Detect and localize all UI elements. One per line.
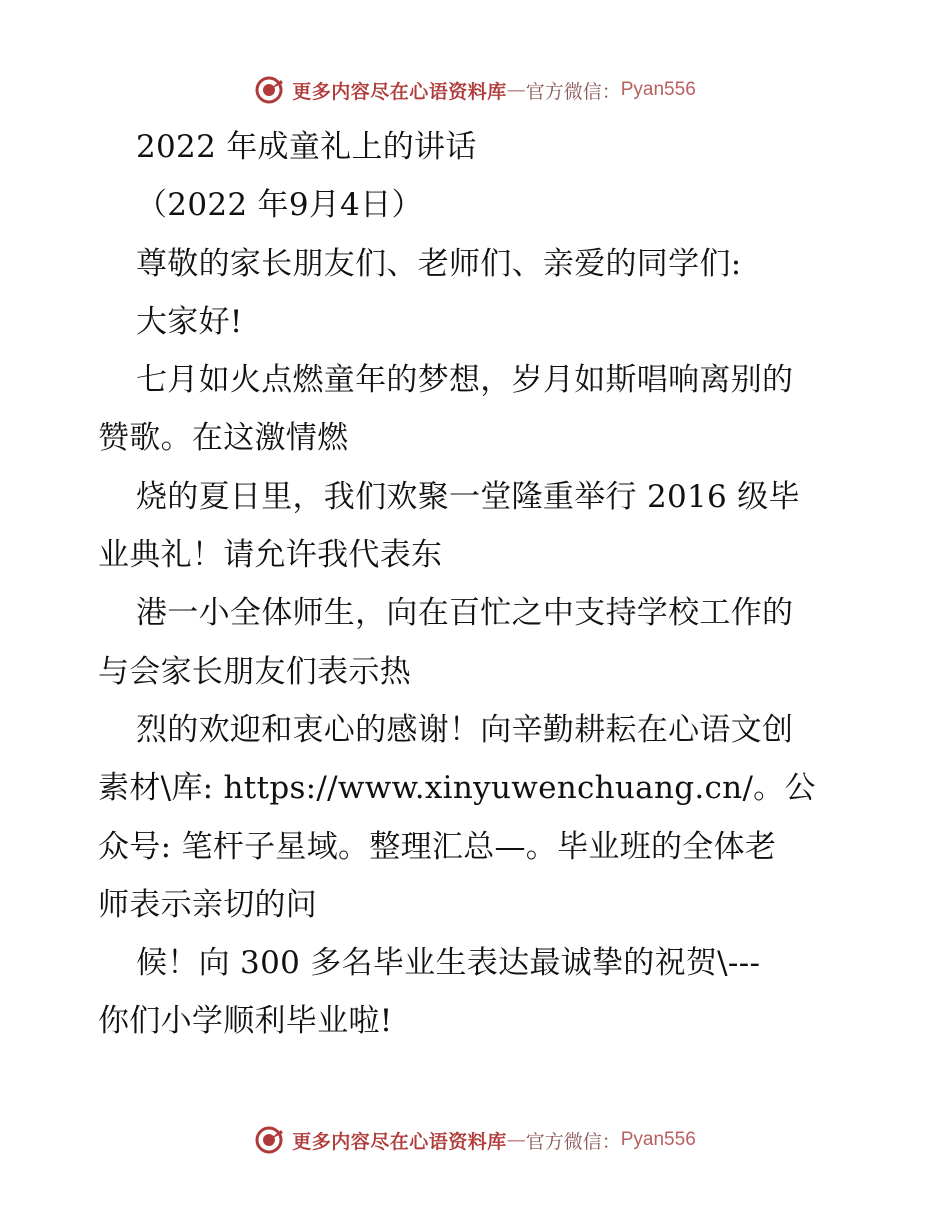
greeting: 大家好! [136, 303, 243, 340]
banner-wechat-id: Pyan556 [620, 1129, 696, 1150]
footer-watermark-banner [0, 1120, 950, 1160]
paragraph-line: 素材\库: https://www.xinyuwenchuang.cn/。公 [98, 770, 816, 807]
banner-wechat-label: 官方微信： [525, 1130, 621, 1153]
paragraph-line: 烈的欢迎和衷心的感谢！向辛勤耕耘在心语文创 [136, 711, 794, 748]
paragraph-line: 与会家长朋友们表示热 [98, 653, 411, 690]
document-body [98, 118, 858, 1051]
pen-logo-icon [254, 1125, 284, 1155]
paragraph-line: 你们小学顺利毕业啦! [98, 1003, 393, 1040]
paragraph-line: 七月如火点燃童年的梦想，岁月如斯唱响离别的 [136, 362, 794, 399]
paragraph-line: 业典礼！请允许我代表东 [98, 537, 443, 574]
paragraph-line: 赞歌。在这激情燃 [98, 420, 349, 457]
banner-text: 更多内容尽在心语资料库 [292, 80, 507, 103]
pen-logo-icon [254, 75, 284, 105]
banner-wechat-id: Pyan556 [620, 79, 696, 100]
paragraph-line: 候！向 300 多名毕业生表达最诚挚的祝贺\--- [136, 945, 761, 982]
paragraph-line: 众号: 笔杆子星域。整理汇总—。毕业班的全体老 [98, 828, 777, 865]
banner-separator: — [506, 1129, 526, 1151]
salutation: 尊敬的家长朋友们、老师们、亲爱的同学们: [136, 245, 742, 282]
paragraph-line: 港一小全体师生，向在百忙之中支持学校工作的 [136, 595, 794, 632]
paragraph-line: 师表示亲切的问 [98, 886, 318, 923]
banner-separator: — [506, 79, 526, 101]
document-date: （2022 年9月4日） [136, 187, 423, 224]
document-title: 2022 年成童礼上的讲话 [136, 129, 477, 165]
banner-text: 更多内容尽在心语资料库 [292, 1130, 507, 1153]
banner-wechat-label: 官方微信： [525, 80, 621, 103]
paragraph-line: 烧的夏日里，我们欢聚一堂隆重举行 2016 级毕 [136, 478, 800, 515]
header-watermark-banner [0, 70, 950, 110]
